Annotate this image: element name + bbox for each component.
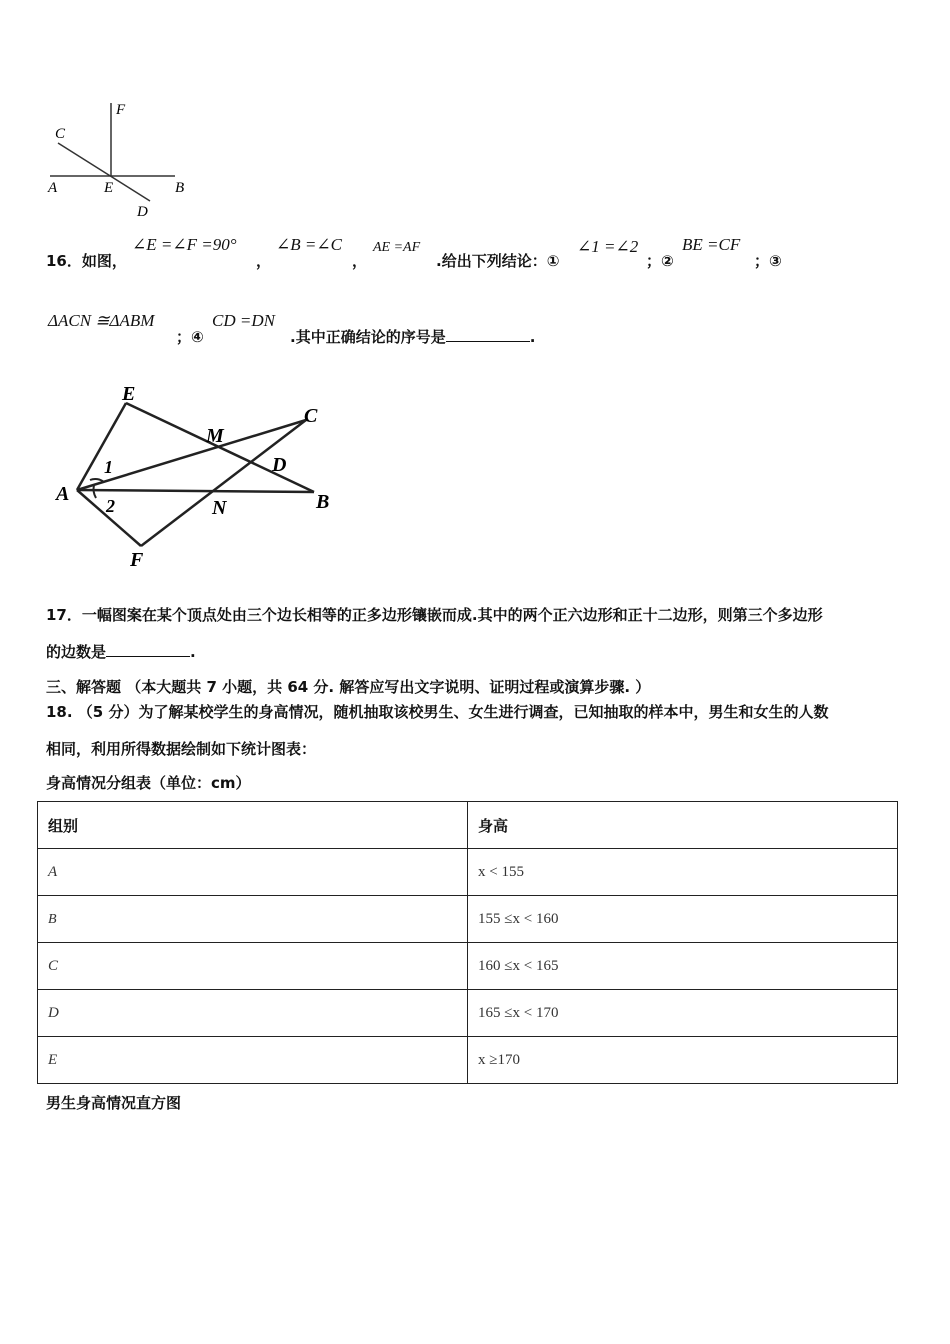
table-cell-group: C xyxy=(38,943,468,990)
fig1-label-D: D xyxy=(137,204,148,220)
table-cell-group: E xyxy=(38,1037,468,1084)
table-cell-group: B xyxy=(38,896,468,943)
table-cell-range: x ≥170 xyxy=(468,1037,898,1084)
section3-heading: 三、解答题 （本大题共 7 小题，共 64 分. 解答应写出文字说明、证明过程或演算步骤. ） xyxy=(46,678,651,696)
table-cell-range: x < 155 xyxy=(468,849,898,896)
q16-conclusion3: ΔACN ≅ΔABM xyxy=(48,311,155,330)
fig2-label-C: C xyxy=(304,405,318,427)
table-cell-range: 165 ≤x < 170 xyxy=(468,990,898,1037)
table-row xyxy=(38,849,898,896)
q16-conclusion2: BE =CF xyxy=(682,235,741,254)
fig1-label-A: A xyxy=(48,180,58,196)
table-cell-range: 155 ≤x < 160 xyxy=(468,896,898,943)
q16-comma1: ， xyxy=(256,252,272,270)
fig2-label-N: N xyxy=(212,497,227,519)
fig2-label-F: F xyxy=(130,549,144,571)
table-cell-range: 160 ≤x < 165 xyxy=(468,943,898,990)
q18-line1: 18. （5 分）为了解某校学生的身高情况，随机抽取该校男生、女生进行调查，已知抽取的样本中，男生和女生的人数 xyxy=(46,703,829,721)
height-group-table xyxy=(37,801,898,1084)
q17-end: . xyxy=(190,643,196,661)
table-row xyxy=(38,990,898,1037)
q16-line1 xyxy=(46,236,127,270)
table-header-row xyxy=(38,802,898,849)
q17-prefix: 的边数是 xyxy=(46,643,107,661)
q16-cond2: ∠B =∠C xyxy=(276,235,342,254)
fig2-label-1: 1 xyxy=(104,457,113,477)
q16-intro: 16．如图， xyxy=(46,252,127,270)
table-caption: 身高情况分组表（单位：cm） xyxy=(46,774,251,792)
q16-sep3: ；③ xyxy=(754,252,782,270)
fig2-label-E: E xyxy=(122,383,136,405)
table-row xyxy=(38,943,898,990)
table-header-group: 组别 xyxy=(38,802,468,849)
q16-comma2: ， xyxy=(352,252,368,270)
q16-conclusion1: ∠1 =∠2 xyxy=(577,237,639,256)
q16-sep2: ；② xyxy=(646,252,674,270)
fig2-label-M: M xyxy=(206,425,224,447)
table-header-height: 身高 xyxy=(468,802,898,849)
fig2-label-B: B xyxy=(316,491,330,513)
figure-perpendicular-lines xyxy=(40,98,200,223)
q16-sep4: ；④ xyxy=(176,328,204,346)
q16-cond3: AE =AF xyxy=(373,240,421,255)
q16-answer-blank xyxy=(446,327,530,342)
figure-triangles xyxy=(44,380,354,580)
fig1-label-C: C xyxy=(55,126,66,142)
fig2-label-2: 2 xyxy=(106,496,115,516)
q17-line1: 17．一幅图案在某个顶点处由三个边长相等的正多边形镶嵌而成.其中的两个正六边形和正十二边形，则第三个多边形 xyxy=(46,606,823,624)
table-cell-group: A xyxy=(38,849,468,896)
table-row xyxy=(38,1037,898,1084)
q16-end: . xyxy=(529,328,536,346)
table-cell-group: D xyxy=(38,990,468,1037)
q16-conclusion4: CD =DN xyxy=(212,311,275,330)
q18-line2: 相同，利用所得数据绘制如下统计图表： xyxy=(46,740,317,758)
q16-question-text: .其中正确结论的序号是 xyxy=(290,328,446,346)
fig1-label-E: E xyxy=(104,180,114,196)
q17-line2 xyxy=(46,641,196,662)
fig2-label-A: A xyxy=(56,483,70,505)
q16-given: .给出下列结论：① xyxy=(436,252,560,270)
q16-cond1: ∠E =∠F =90° xyxy=(132,235,237,254)
fig2-label-D: D xyxy=(272,454,287,476)
fig1-label-F: F xyxy=(116,102,126,118)
q16-question xyxy=(290,326,535,347)
q17-answer-blank xyxy=(106,642,190,657)
fig1-label-B: B xyxy=(175,180,185,196)
table-row xyxy=(38,896,898,943)
histogram-caption: 男生身高情况直方图 xyxy=(46,1094,182,1112)
